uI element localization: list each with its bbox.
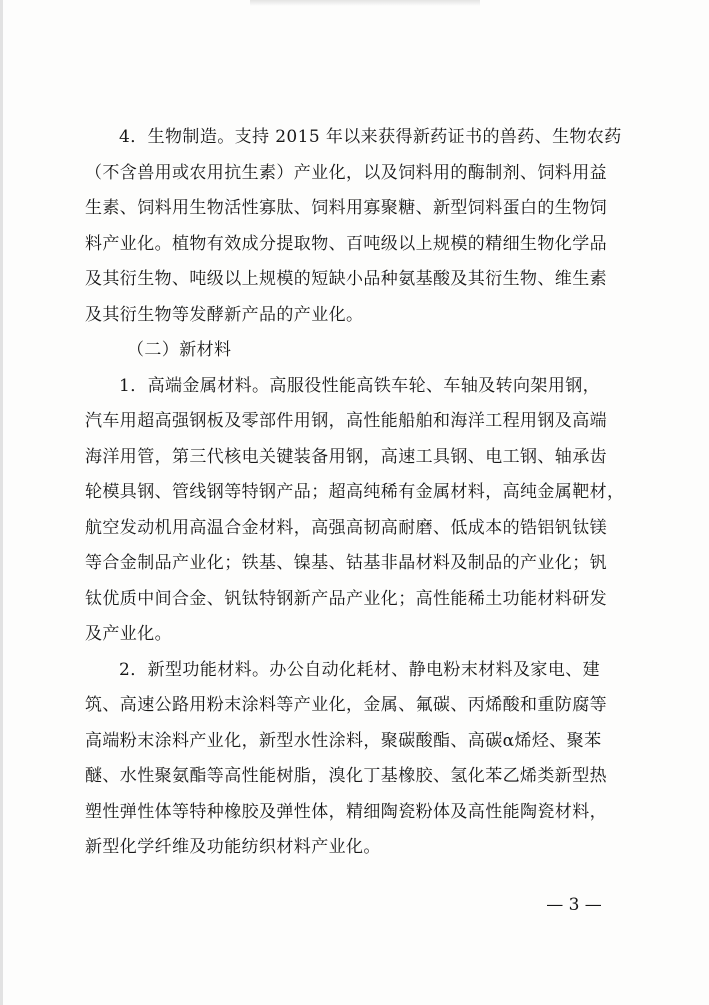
- paragraph-line: 料产业化。植物有效成分提取物、百吨级以上规模的精细生物化学品: [85, 233, 607, 254]
- paragraph-line: 4．生物制造。支持 2015 年以来获得新药证书的兽药、生物农药: [119, 127, 622, 147]
- paragraph-line: 1．高端金属材料。高服役性能高铁车轮、车轴及转向架用钢，: [119, 375, 601, 396]
- paragraph-line: 筑、高速公路用粉末涂料等产业化，金属、氟碳、丙烯酸和重防腐等: [85, 695, 607, 715]
- scan-edge: [0, 0, 3, 1005]
- paragraph-line: 钛优质中间合金、钒钛特钢新产品产业化；高性能稀土功能材料研发: [85, 588, 607, 609]
- page-number: — 3 —: [546, 895, 602, 915]
- paragraph-line: 及其衍生物、吨级以上规模的短缺小品种氨基酸及其衍生物、维生素: [85, 269, 607, 289]
- paragraph-line: （不含兽用或农用抗生素）产业化，以及饲料用的酶制剂、饲料用益: [85, 162, 607, 183]
- paragraph-line: 高端粉末涂料产业化，新型水性涂料，聚碳酸酯、高碳α烯烃、聚苯: [85, 730, 602, 751]
- paragraph-line: 醚、水性聚氨酯等高性能树脂，溴化丁基橡胶、氢化苯乙烯类新型热: [85, 766, 607, 786]
- paragraph-line: 2．新型功能材料。办公自动化耗材、静电粉末材料及家电、建: [119, 659, 601, 680]
- section-heading: （二）新材料: [127, 340, 232, 360]
- bleed-through-mark: [250, 0, 480, 6]
- paragraph-line: 塑性弹性体等特种橡胶及弹性体，精细陶瓷粉体及高性能陶瓷材料，: [85, 801, 607, 822]
- paragraph-line: 及产业化。: [85, 624, 172, 644]
- paragraph-line: 生素、饲料用生物活性寡肽、饲料用寡聚糖、新型饲料蛋白的生物饲: [85, 198, 607, 218]
- paragraph-line: 及其衍生物等发酵新产品的产业化。: [85, 304, 364, 325]
- body-text: [85, 120, 625, 866]
- paragraph-line: 轮模具钢、管线钢等特钢产品；超高纯稀有金属材料，高纯金属靶材，: [85, 482, 625, 502]
- paragraph-line: 汽车用超高强钢板及零部件用钢，高性能船舶和海洋工程用钢及高端: [85, 411, 607, 431]
- paragraph-line: 航空发动机用高温合金材料，高强高韧高耐磨、低成本的锆铝钒钛镁: [85, 517, 607, 538]
- paragraph-line: 海洋用管，第三代核电关键装备用钢，高速工具钢、电工钢、轴承齿: [85, 446, 607, 467]
- paragraph-line: 新型化学纤维及功能纺织材料产业化。: [85, 837, 381, 857]
- paragraph-line: 等合金制品产业化；铁基、镍基、钴基非晶材料及制品的产业化；钒: [85, 553, 607, 573]
